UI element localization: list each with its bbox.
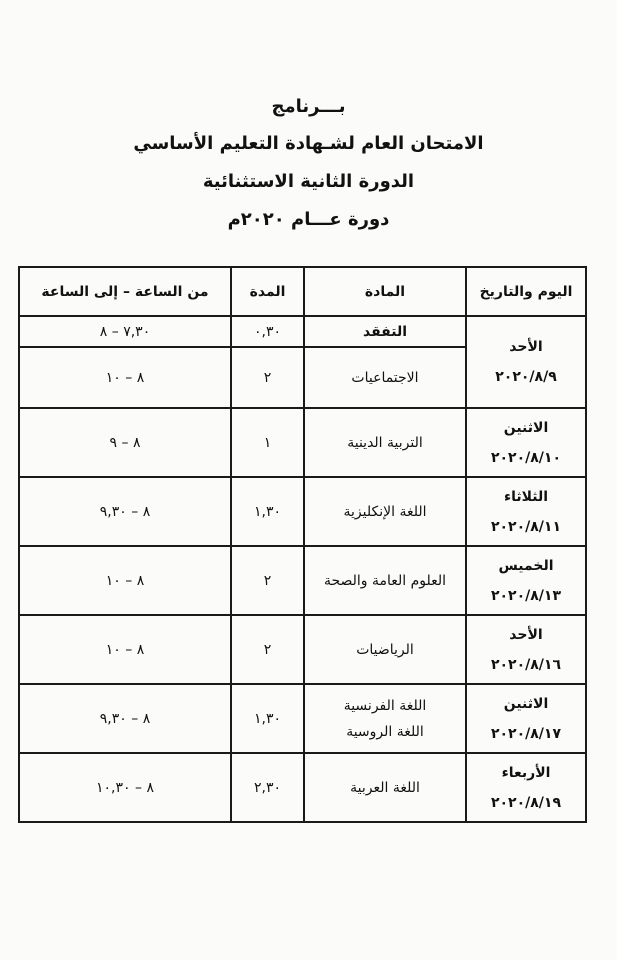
day-cell bbox=[466, 477, 586, 546]
day-name: الأربعاء bbox=[501, 764, 551, 781]
day-date: ٢٠٢٠/٨/١٣ bbox=[490, 587, 562, 604]
day-date: ٢٠٢٠/٨/١٧ bbox=[490, 725, 562, 742]
day-cell bbox=[466, 546, 586, 615]
table-row bbox=[19, 316, 586, 347]
day-name: الاثنين bbox=[503, 419, 549, 436]
table-header-row bbox=[19, 267, 586, 316]
time-cell: ٨ – ١٠ bbox=[19, 347, 231, 408]
time-cell: ٧,٣٠ – ٨ bbox=[19, 316, 231, 347]
day-name: الاثنين bbox=[503, 695, 549, 712]
duration-cell: ٢ bbox=[231, 615, 304, 684]
header-subject: المادة bbox=[304, 267, 466, 316]
header-duration: المدة bbox=[231, 267, 304, 316]
subject-cell: الرياضيات bbox=[304, 615, 466, 684]
day-date: ٢٠٢٠/٨/١٩ bbox=[490, 794, 562, 811]
exam-schedule-table bbox=[18, 266, 587, 823]
subject-cell: التربية الدينية bbox=[304, 408, 466, 477]
duration-cell: ٢ bbox=[231, 546, 304, 615]
subject-cell: التفقد bbox=[304, 316, 466, 347]
subject-line-french: اللغة الفرنسية bbox=[343, 697, 427, 714]
time-cell: ٨ – ١٠ bbox=[19, 615, 231, 684]
time-cell: ٨ – ٩,٣٠ bbox=[19, 477, 231, 546]
table-row bbox=[19, 546, 586, 615]
header-day-date: اليوم والتاريخ bbox=[466, 267, 586, 316]
duration-cell: ١,٣٠ bbox=[231, 477, 304, 546]
table-row bbox=[19, 753, 586, 822]
day-cell bbox=[466, 408, 586, 477]
duration-cell: ٠,٣٠ bbox=[231, 316, 304, 347]
day-cell bbox=[466, 684, 586, 753]
day-date: ٢٠٢٠/٨/١١ bbox=[490, 518, 562, 535]
day-date: ٢٠٢٠/٨/١٦ bbox=[490, 656, 562, 673]
program-heading: بـــرنامج bbox=[271, 96, 346, 117]
time-cell: ٨ – ١٠,٣٠ bbox=[19, 753, 231, 822]
time-cell: ٨ – ١٠ bbox=[19, 546, 231, 615]
subject-cell: اللغة العربية bbox=[304, 753, 466, 822]
duration-cell: ١,٣٠ bbox=[231, 684, 304, 753]
year-title: دورة عـــام ٢٠٢٠م bbox=[227, 209, 390, 230]
subject-cell: اللغة الإنكليزية bbox=[304, 477, 466, 546]
subject-cell: العلوم العامة والصحة bbox=[304, 546, 466, 615]
time-cell: ٨ – ٩,٣٠ bbox=[19, 684, 231, 753]
table-row bbox=[19, 684, 586, 753]
table-row bbox=[19, 477, 586, 546]
table-row bbox=[19, 408, 586, 477]
day-name: الثلاثاء bbox=[503, 488, 549, 505]
day-date: ٢٠٢٠/٨/٩ bbox=[495, 369, 557, 385]
day-name: الخميس bbox=[498, 557, 554, 574]
day-cell bbox=[466, 615, 586, 684]
day-name: الأحد bbox=[509, 626, 543, 643]
header-time: من الساعة – إلى الساعة bbox=[19, 267, 231, 316]
subject-cell: الاجتماعيات bbox=[304, 347, 466, 408]
day-date: ٢٠٢٠/٨/١٠ bbox=[490, 449, 562, 466]
time-cell: ٨ – ٩ bbox=[19, 408, 231, 477]
duration-cell: ١ bbox=[231, 408, 304, 477]
subject-cell bbox=[304, 684, 466, 753]
exam-title: الامتحان العام لشـهادة التعليم الأساسي bbox=[133, 133, 484, 154]
duration-cell: ٢,٣٠ bbox=[231, 753, 304, 822]
day-cell bbox=[466, 753, 586, 822]
day-name: الأحد bbox=[509, 339, 543, 355]
day-cell bbox=[466, 316, 586, 408]
table-row bbox=[19, 615, 586, 684]
duration-cell: ٢ bbox=[231, 347, 304, 408]
subject-line-russian: اللغة الروسية bbox=[346, 723, 424, 740]
session-title: الدورة الثانية الاستثنائية bbox=[202, 171, 415, 192]
